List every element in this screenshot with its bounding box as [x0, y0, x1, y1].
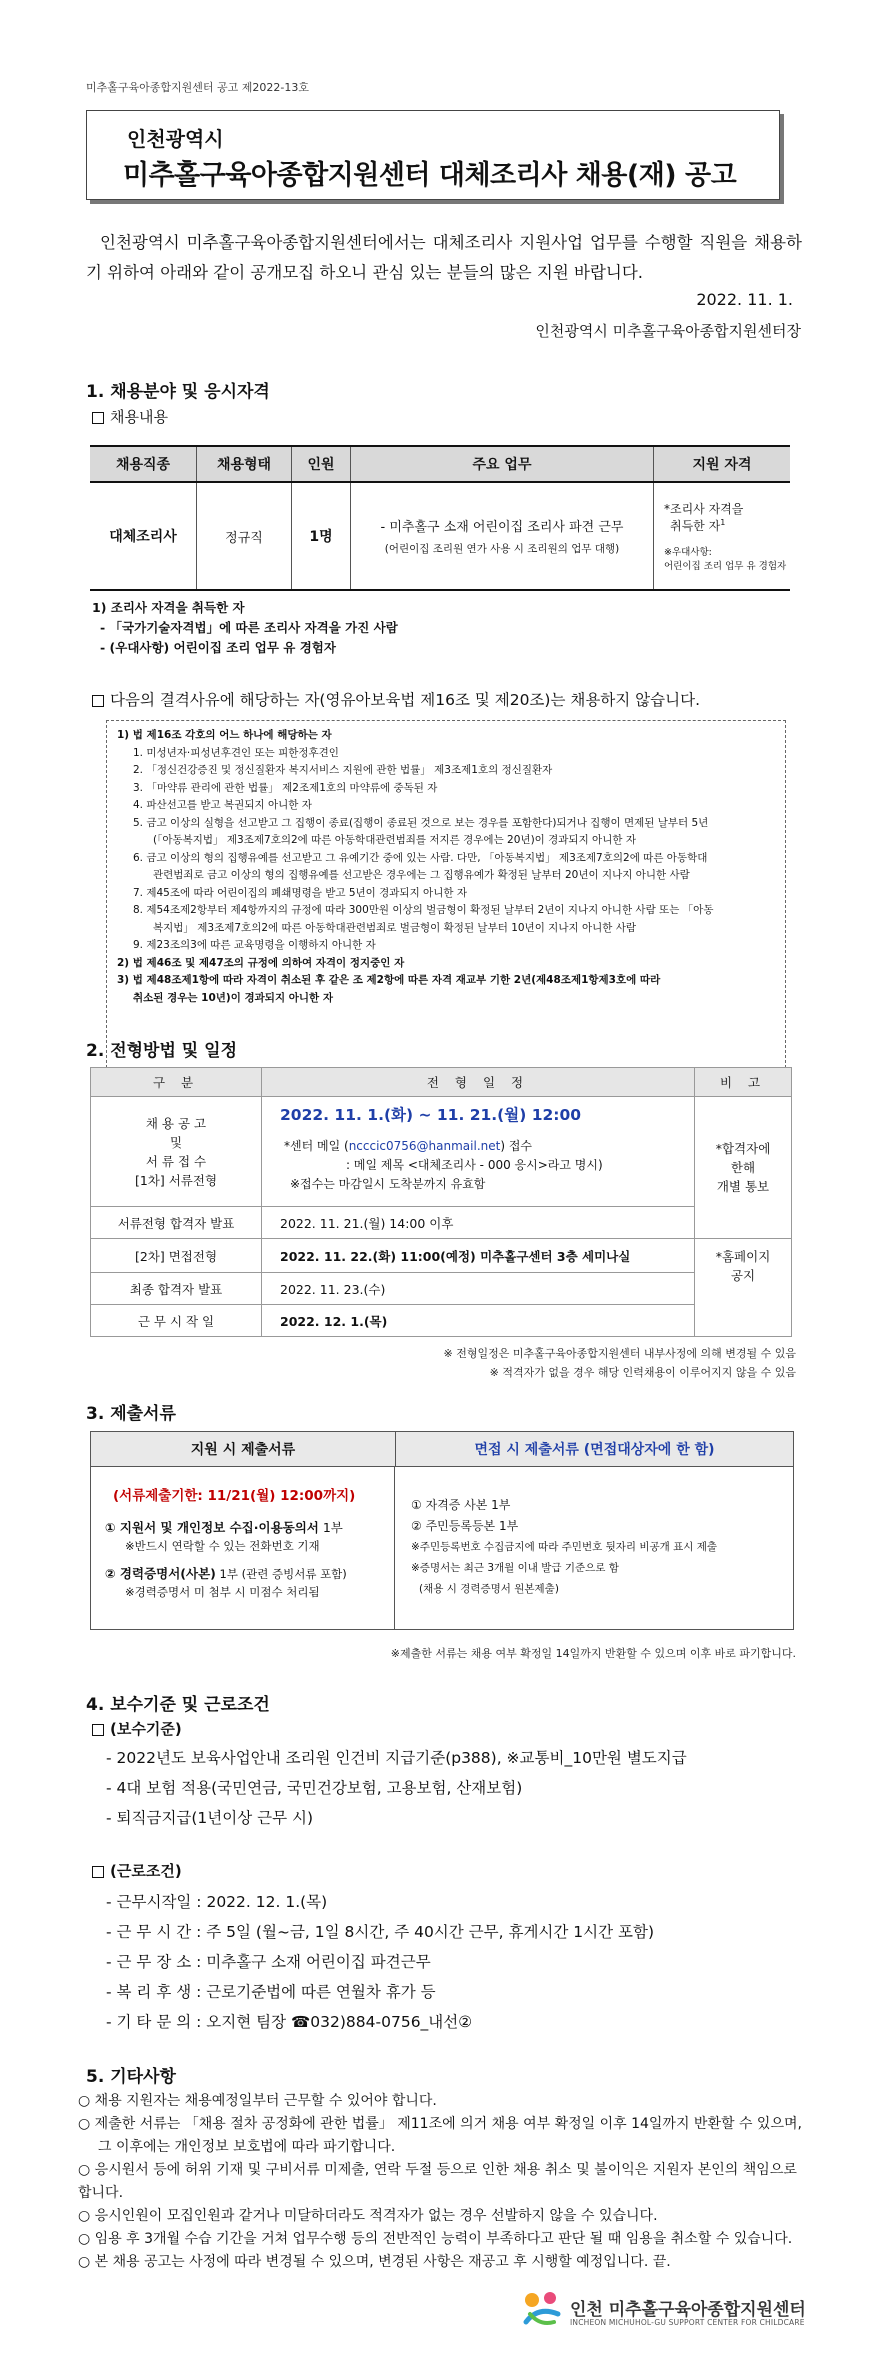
qual-text: 취득한 자	[670, 519, 721, 533]
schedule-footnote-1: ※ 전형일정은 미추홀구육아종합지원센터 내부사정에 의해 변경될 수 있음	[443, 1347, 796, 1360]
pay-title-text: (보수기준)	[110, 1720, 182, 1738]
disq-title-text: 다음의 결격사유에 해당하는 자(영유아보육법 제16조 및 제20조)는 채용하지 않습니다.	[110, 691, 700, 709]
disq-item: 1) 법 제16조 각호의 어느 하나에 해당하는 자	[117, 729, 332, 741]
header-type: 채용형태	[197, 446, 292, 482]
row-final-date: 2022. 11. 23.(수)	[262, 1273, 695, 1305]
apply-doc-2	[105, 1565, 394, 1583]
label-line: 채 용 공 고	[145, 1115, 207, 1131]
note-line: *홈페이지	[715, 1249, 771, 1264]
apply-doc-2-note: ※경력증명서 미 첨부 시 미점수 처리됨	[125, 1585, 320, 1599]
document-number: 미추홀구육아종합지원센터 공고 제2022-13호	[86, 81, 309, 94]
note-2: - 「국가기술자격법」에 따른 조리사 자격을 가진 사람	[100, 620, 398, 635]
row-interview-label: [2차] 면접전형	[91, 1239, 262, 1273]
condition-item: - 복 리 후 생 : 근로기준법에 따른 연월차 휴가 등	[106, 1983, 436, 2001]
etc-item: ○ 채용 지원자는 채용예정일부터 근무할 수 있어야 합니다.	[78, 2093, 437, 2109]
title-box	[86, 110, 780, 200]
disq-item: 9. 제23조의3에 따른 교육명령을 이행하지 아니한 자	[133, 939, 376, 951]
conditions-title-text: (근로조건)	[110, 1862, 182, 1880]
qual-cell	[654, 482, 791, 590]
interview-note-1: ※주민등록번호 수집금지에 따라 주민번호 뒷자리 비공개 표시 제출	[411, 1541, 718, 1553]
note-a	[695, 1097, 792, 1239]
sender: 인천광역시 미추홀구육아종합지원센터장	[535, 322, 801, 340]
center-logo-icon	[520, 2286, 564, 2330]
interview-docs	[395, 1467, 793, 1629]
duty-cell	[351, 482, 654, 590]
mail-text: ) 접수	[500, 1139, 533, 1153]
interview-doc-2: ② 주민등록등본 1부	[411, 1519, 519, 1533]
note-line: 공지	[730, 1268, 756, 1283]
mail-text: *센터 메일 (	[284, 1139, 349, 1153]
disq-item: 1. 미성년자·피성년후견인 또는 피한정후견인	[133, 746, 339, 759]
disq-item: 2) 법 제46조 및 제47조의 규정에 의하여 자격이 정지중인 자	[117, 956, 405, 969]
doc-name: ② 경력증명서(사본)	[105, 1566, 216, 1581]
header-note: 비 고	[695, 1068, 792, 1097]
schedule-table	[90, 1067, 792, 1337]
apply-mail	[280, 1137, 693, 1194]
note-line: 개별 통보	[716, 1179, 770, 1194]
recruitment-table	[90, 445, 790, 591]
qual-line-1: *조리사 자격을	[664, 502, 744, 516]
duty-line-1: - 미추홀구 소재 어린이집 조리사 파견 근무	[380, 520, 624, 535]
note-3: - (우대사항) 어린이집 조리 업무 유 경험자	[100, 640, 336, 655]
disq-item: 3. 「마약류 관리에 관한 법률」 제2조제1호의 마약류에 중독된 자	[133, 781, 438, 794]
center-logo-name: 인천 미추홀구육아종합지원센터	[570, 2300, 806, 2320]
checkbox-icon	[92, 695, 104, 707]
note-line: *합격자에	[715, 1141, 771, 1156]
disq-item: 취소된 경우는 10년)이 경과되지 아니한 자	[133, 991, 333, 1004]
disq-item: (「아동복지법」 제3조제7호의2에 따른 아동학대관련범죄를 저지른 경우에는 20년)이 경과되지 아니한 자	[153, 834, 636, 846]
sub-label: 채용내용	[110, 408, 168, 426]
header-duty: 주요 업무	[351, 446, 654, 482]
checkbox-icon	[92, 1866, 104, 1878]
pay-item: - 2022년도 보육사업안내 조리원 인건비 지급기준(p388), ※교통비_10만원 별도지급	[106, 1749, 687, 1767]
apply-docs	[91, 1467, 395, 1629]
row-apply-label	[91, 1097, 262, 1207]
header-category: 구 분	[91, 1068, 262, 1097]
header-interview-docs: 면접 시 제출서류 (면접대상자에 한 함)	[474, 1442, 715, 1458]
conditions-title	[92, 1860, 182, 1881]
disq-item: 3) 법 제48조제1항에 따라 자격이 취소된 후 같은 조 제2항에 따른 자격 재교부 기한 2년(제48조제1항제3호에 따라	[117, 974, 661, 986]
notice-date: 2022. 11. 1.	[696, 290, 793, 309]
disq-item: 6. 금고 이상의 형의 집행유예를 선고받고 그 유예기간 중에 있는 사람. 다만, 「아동복지법」 제3조제7호의2에 따른 아동학대	[133, 851, 708, 864]
doc-qty: 1부 (관련 증빙서류 포함)	[215, 1567, 347, 1581]
row-result1-label: 서류전형 합격자 발표	[91, 1207, 262, 1239]
label-line: 서 류 접 수	[145, 1153, 207, 1169]
section-4-title: 4. 보수기준 및 근로조건	[86, 1695, 270, 1715]
intro-paragraph: 인천광역시 미추홀구육아종합지원센터에서는 대체조리사 지원사업 업무를 수행할 직원을 채용하기 위하여 아래와 같이 공개모집 하오니 관심 있는 분들의 많은 지원 바랍니다.	[86, 233, 802, 282]
etc-item: 그 이후에는 개인정보 보호법에 따라 파기합니다.	[98, 2139, 396, 2155]
schedule-footnote-2: ※ 적격자가 없을 경우 해당 인력채용이 이루어지지 않을 수 있음	[489, 1366, 796, 1379]
note-line: 한해	[730, 1160, 756, 1175]
apply-doc-1	[105, 1519, 394, 1537]
section-3-title: 3. 제출서류	[86, 1404, 176, 1424]
mail-subject-note: : 메일 제목 <대체조리사 - 000 응시>라고 명시)	[346, 1158, 603, 1172]
apply-period: 2022. 11. 1.(화) ~ 11. 21.(월) 12:00	[280, 1106, 582, 1124]
condition-item: - 기 타 문 의 : 오지현 팀장 ☎032)884-0756_내선②	[106, 2013, 473, 2031]
disq-item: 7. 제45조에 따라 어린이집의 폐쇄명령을 받고 5년이 경과되지 아니한 자	[133, 886, 467, 899]
etc-list	[78, 2090, 813, 2274]
etc-item: ○ 임용 후 3개월 수습 기간을 거쳐 업무수행 등의 전반적인 능력이 부족하다고 판단 될 때 임용을 취소할 수 있습니다.	[78, 2231, 793, 2247]
row-start-date: 2022. 12. 1.(목)	[262, 1305, 695, 1337]
type-cell: 정규직	[197, 482, 292, 590]
row-result1-date: 2022. 11. 21.(월) 14:00 이후	[262, 1207, 695, 1239]
disqualification-box	[106, 720, 786, 1078]
disqualification-title	[92, 688, 700, 710]
qualification-notes	[92, 598, 398, 658]
qual-line-2	[664, 517, 789, 534]
section-1-title: 1. 채용분야 및 응시자격	[86, 382, 270, 402]
etc-item: ○ 본 채용 공고는 사정에 따라 변경될 수 있으며, 변경된 사항은 재공고 후 시행할 예정입니다. 끝.	[78, 2254, 671, 2270]
center-logo-sub: INCHEON MICHUHOL-GU SUPPORT CENTER FOR CHILDCARE	[570, 2318, 805, 2327]
documents-body	[91, 1467, 793, 1629]
section-2-title: 2. 전형방법 및 일정	[86, 1041, 237, 1061]
qual-line-4: 어린이집 조리 업무 유 경험자	[664, 561, 787, 572]
header-apply-docs: 지원 시 제출서류	[91, 1432, 396, 1466]
header-count: 인원	[292, 446, 351, 482]
pay-title	[92, 1718, 182, 1739]
condition-item: - 근무시작일 : 2022. 12. 1.(목)	[106, 1893, 328, 1911]
disq-item: 관련범죄로 금고 이상의 형의 집행유예를 선고받은 경우에는 그 집행유예가 확정된 날부터 20년이 지나지 아니한 사람	[153, 869, 690, 881]
header-job: 채용직종	[90, 446, 197, 482]
etc-item: ○ 제출한 서류는 「채용 절차 공정화에 관한 법률」 제11조에 의거 채용 여부 확정일 이후 14일까지 반환할 수 있으며,	[78, 2116, 802, 2132]
interview-doc-1: ① 자격증 사본 1부	[411, 1498, 511, 1512]
job-cell: 대체조리사	[90, 482, 197, 590]
documents-table	[90, 1431, 794, 1630]
condition-item: - 근 무 장 소 : 미추홀구 소재 어린이집 파견근무	[106, 1953, 431, 1971]
documents-footnote: ※제출한 서류는 채용 여부 확정일 14일까지 반환할 수 있으며 이후 바로 파기합니다.	[390, 1647, 796, 1660]
pay-item: - 4대 보험 적용(국민연금, 국민건강보험, 고용보험, 산재보험)	[106, 1779, 523, 1797]
mail-deadline-note: ※접수는 마감일시 도착분까지 유효함	[290, 1177, 486, 1191]
condition-item: - 근 무 시 간 : 주 5일 (월~금, 1일 8시간, 주 40시간 근무, 휴게시간 1시간 포함)	[106, 1923, 655, 1941]
section-5-title: 5. 기타사항	[86, 2067, 176, 2087]
disq-item: 복지법」 제3조제7호의2에 따른 아동학대관련범죄로 벌금형이 확정된 날부터 10년이 지나지 아니한 사람	[153, 921, 636, 934]
documents-header	[91, 1432, 793, 1467]
apply-doc-1-note: ※반드시 연락할 수 있는 전화번호 기재	[125, 1539, 320, 1553]
duty-line-2: (어린이집 조리원 연가 사용 시 조리원의 업무 대행)	[384, 543, 620, 555]
label-line: 및	[169, 1134, 183, 1150]
etc-item: ○ 응시원서 등에 허위 기재 및 구비서류 미제출, 연락 두절 등으로 인한 채용 취소 및 불이익은 지원자 본인의 책임으로 합니다.	[78, 2162, 797, 2201]
disq-item: 2. 「정신건강증진 및 정신질환자 복지서비스 지원에 관한 법률」 제3조제1호의 정신질환자	[133, 764, 553, 776]
etc-item: ○ 응시인원이 모집인원과 같거나 미달하더라도 적격자가 없는 경우 선발하지 않을 수 있습니다.	[78, 2208, 658, 2224]
checkbox-icon	[92, 1724, 104, 1736]
footnote-mark: 1	[720, 518, 726, 527]
doc-qty: 1부	[318, 1520, 343, 1535]
label-line: [1차] 서류전형	[134, 1172, 218, 1188]
count-cell: 1명	[292, 482, 351, 590]
qual-line-3: ※우대사항:	[664, 547, 712, 558]
pay-item: - 퇴직금지급(1년이상 근무 시)	[106, 1809, 314, 1827]
interview-note-2: ※증명서는 최근 3개월 이내 발급 기준으로 함	[411, 1562, 619, 1574]
disq-item: 8. 제54조제2항부터 제4항까지의 규정에 따라 300만원 이상의 벌금형이 확정된 날부터 2년이 지나지 아니한 사람 또는 「아동	[133, 904, 714, 916]
doc-name: ① 지원서 및 개인정보 수집·이용동의서	[105, 1520, 319, 1535]
row-final-label: 최종 합격자 발표	[91, 1273, 262, 1305]
note-1: 1) 조리사 자격을 취득한 자	[92, 600, 245, 615]
header-qual: 지원 자격	[654, 446, 791, 482]
note-b	[695, 1239, 792, 1337]
page-title: 미추홀구육아종합지원센터 대체조리사 채용(재) 공고	[123, 160, 737, 191]
interview-note-3: (채용 시 경력증명서 원본제출)	[419, 1583, 559, 1595]
header-schedule: 전 형 일 정	[262, 1068, 695, 1097]
deadline: (서류제출기한: 11/21(월) 12:00까지)	[113, 1488, 356, 1504]
section-1-sub	[92, 406, 168, 427]
row-start-label: 근 무 시 작 일	[91, 1305, 262, 1337]
title-line-1: 인천광역시	[127, 127, 224, 151]
checkbox-icon	[92, 412, 104, 424]
mail-address-link[interactable]: ncccic0756@hanmail.net	[348, 1139, 501, 1153]
disq-item: 4. 파산선고를 받고 복권되지 아니한 자	[133, 799, 312, 811]
row-apply-schedule	[262, 1097, 695, 1207]
row-interview-date: 2022. 11. 22.(화) 11:00(예정) 미추홀구센터 3층 세미나실	[262, 1239, 695, 1273]
disq-item: 5. 금고 이상의 실형을 선고받고 그 집행이 종료(집행이 종료된 것으로 보는 경우를 포함한다)되거나 집행이 면제된 날부터 5년	[133, 816, 709, 829]
